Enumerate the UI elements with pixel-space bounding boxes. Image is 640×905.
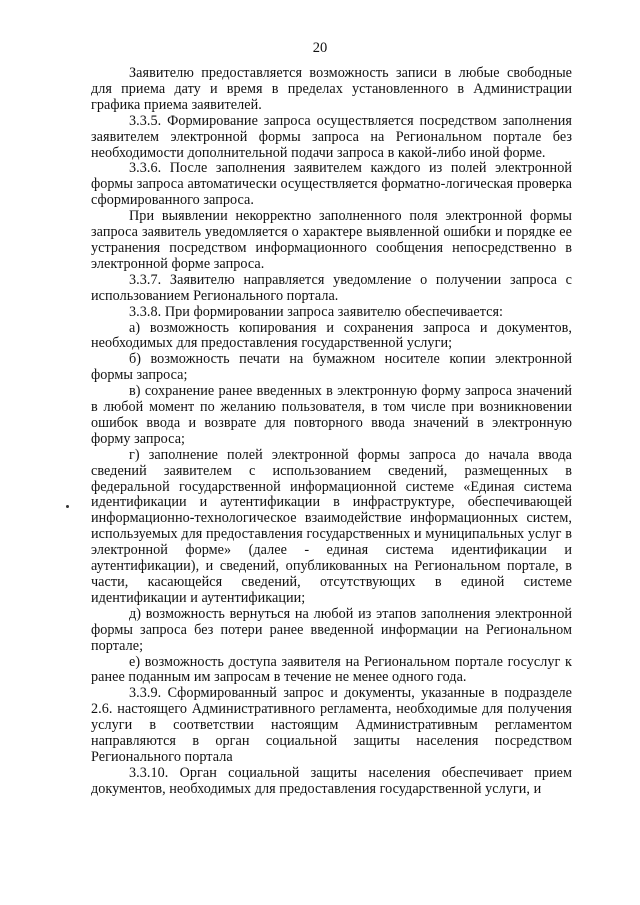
document-body bbox=[91, 66, 572, 798]
paragraph-appointment-booking: Заявителю предоставляется возможность записи в любые свободные для приема дату и время в пределах установленного в Администрации графика приема заявителей. bbox=[91, 65, 572, 113]
list-item-a: а) возможность копирования и сохранения запроса и документов, необходимых для предоставления государственной услуги; bbox=[91, 319, 572, 352]
list-item-v: в) сохранение ранее введенных в электронную форму запроса значений в любой момент по желанию пользователя, в том числе при возникновении ошибок ввода и возврате для повторного ввода значений в электронную форму запроса; bbox=[91, 383, 572, 447]
page-number: 20 bbox=[312, 40, 328, 56]
paragraph-3-3-9: 3.3.9. Сформированный запрос и документы, указанные в подразделе 2.6. настоящего Административного регламента, необходимые для получения услуги в соответствии настоящим Административным регламентом направляются в орган социальной защиты населения посредством Регионального портала bbox=[91, 685, 572, 765]
paragraph-error-notification: При выявлении некорректно заполненного поля электронной формы запроса заявитель уведомляется о характере выявленной ошибки и порядке ее устранения посредством информационного сообщения непосредственно в электронной форме запроса. bbox=[91, 208, 572, 272]
paragraph-3-3-6: 3.3.6. После заполнения заявителем каждого из полей электронной формы запроса автоматически осуществляется форматно-логическая проверка сформированного запроса. bbox=[91, 160, 572, 209]
paragraph-3-3-7: 3.3.7. Заявителю направляется уведомление о получении запроса с использованием Регионального портала. bbox=[91, 271, 572, 304]
margin-dot bbox=[66, 505, 69, 508]
list-item-d: д) возможность вернуться на любой из этапов заполнения электронной формы запроса без потери ранее введенной информации на Региональном портале; bbox=[91, 605, 572, 654]
list-item-b: б) возможность печати на бумажном носителе копии электронной формы запроса; bbox=[91, 351, 572, 384]
paragraph-3-3-5: 3.3.5. Формирование запроса осуществляется посредством заполнения заявителем электронной формы запроса на Региональном портале без необходимости дополнительной подачи запроса в какой-либо иной форме. bbox=[91, 112, 572, 161]
paragraph-3-3-8: 3.3.8. При формировании запроса заявителю обеспечивается: bbox=[129, 303, 504, 320]
list-item-g: г) заполнение полей электронной формы запроса до начала ввода сведений заявителем с использованием сведений, размещенных в федеральной государственной информационной системе «Единая система идентификации и аутентификации в инфраструктуре, обеспечивающей информационно-технологическое взаимодействие информационных систем, используемых для предоставления государственных и муниципальных услуг в электронной форме» (далее - единая система идентификации и аутентификации), и сведений, опубликованных на Региональном портале, в части, касающейся сведений, отсутствующих в единой системе идентификации и аутентификации; bbox=[91, 446, 572, 606]
paragraph-3-3-10: 3.3.10. Орган социальной защиты населения обеспечивает прием документов, необходимых для предоставления государственной услуги, и bbox=[91, 764, 572, 797]
list-item-e: е) возможность доступа заявителя на Региональном портале госуслуг к ранее поданным им запросам в течение не менее одного года. bbox=[91, 653, 572, 686]
